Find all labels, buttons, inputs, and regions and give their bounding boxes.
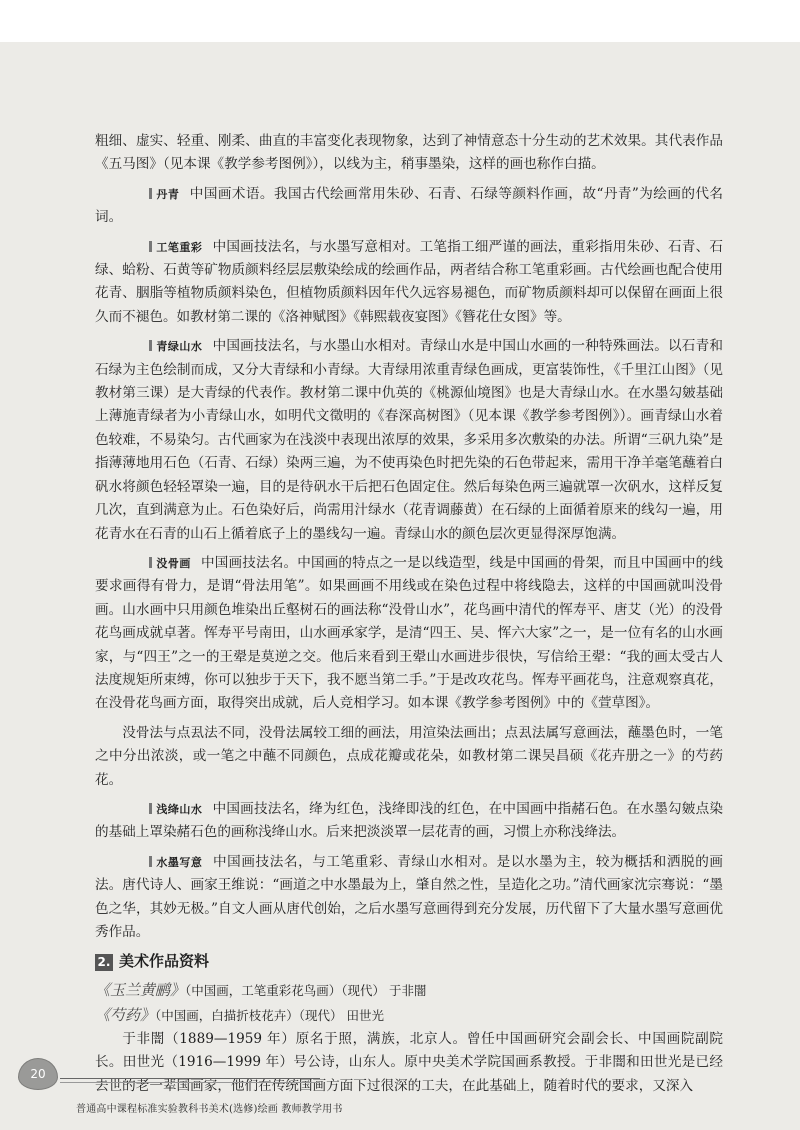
entry-text: 中国画技法名，与工笔重彩、青绿山水相对。是以水墨为主，较为概括和洒脱的画法。唐代诗人、画家王维说：“画道之中水墨最为上，肇自然之性，呈造化之功。”清代画家沈宗骞说：“墨色之华，其妙无极。”自文人画从唐代创始，之后水墨写意画得到充分发展，历代留下了大量水墨写意画优秀作品。 bbox=[95, 853, 723, 940]
entry-qianjiang bbox=[95, 798, 723, 845]
entry-text: 中国画技法名，与水墨山水相对。青绿山水是中国山水画的一种特殊画法。以石青和石绿为主色绘制而成，又分大青绿和小青绿。大青绿用浓重青绿色画成，更富装饰性，《千里江山图》（见教材第三课）是大青绿的代表作。教材第二课中仇英的《桃源仙境图》也是大青绿山水。在水墨勾皴基础上薄施青绿者为小青绿山水，如明代文徵明的《春深高树图》（见本课《教学参考图例》）。画青绿山水着色较难，不易染匀。古代画家为在浅淡中表现出浓厚的效果，多采用多次敷染的办法。所谓“三矾九染”是指薄薄地用石色（石青、石绿）染两三遍，为不使再染色时把先染的石色带起来，需用干净羊毫笔蘸着白矾水将颜色轻轻罩染一遍，目的是待矾水干后把石色固定住。然后每染色两三遍就罩一次矾水，这样反复几次，直到满意为止。石色染好后，尚需用汁绿水（花青调藤黄）在石绿的上面循着原来的线勾一遍，用花青水在石青的山石上循着底子上的墨线勾一遍。青绿山水的颜色层次更显得深厚饱满。 bbox=[95, 338, 723, 542]
page-footer bbox=[0, 1044, 800, 1130]
term-label: 工笔重彩 bbox=[122, 236, 202, 259]
artwork-desc: （中国画，白描折枝花卉）（现代） 田世光 bbox=[155, 1007, 384, 1023]
entry-text: 中国画技法名，与水墨写意相对。工笔指工细严谨的画法，重彩指用朱砂、石青、石绿、蛤粉、石黄等矿物质颜料经层层敷染绘成的绘画作品，两者结合称工笔重彩画。古代绘画也配合使用花青、胭脂等植物质颜料染色，但植物质颜料因年代久远容易褪色，而矿物质颜料却可以保留在画面上很久而不褪色。如教材第二课的《洛神赋图》《韩熙载夜宴图》《簪花仕女图》等。 bbox=[95, 238, 723, 325]
section-number: 2. bbox=[95, 954, 113, 971]
entry-mogu bbox=[95, 552, 723, 716]
entry-text: 中国画术语。我国古代绘画常用朱砂、石青、石绿等颜料作画，故“丹青”为绘画的代名词。 bbox=[95, 185, 723, 226]
section-heading bbox=[95, 950, 723, 973]
entry-text: 中国画技法名。中国画的特点之一是以线造型，线是中国画的骨架，而且中国画中的线要求画得有骨力，是谓“骨法用笔”。如果画画不用线或在染色过程中将线隐去，这样的中国画就叫没骨画。山水画中只用颜色堆染出丘壑树石的画法称“没骨山水”，花鸟画中清代的恽寿平、唐艾（光）的没骨花鸟画成就卓著。恽寿平号南田，山水画承家学，是清“四王、吴、恽六大家”之一，是一位有名的山水画家，与“四王”之一的王翚是莫逆之交。他后来看到王翚山水画进步很快，写信给王翚：“我的画太受古人法度规矩所束缚，你可以独步于天下，我不愿当第二手。”于是改攻花鸟。恽寿平画花鸟，注意观察真花，在没骨花鸟画方面，取得突出成就，后人竞相学习。如本课《教学参考图例》中的《萱草图》。 bbox=[95, 554, 723, 712]
page-number-badge: 20 bbox=[18, 1058, 58, 1090]
term-label: 没骨画 bbox=[122, 552, 191, 575]
artwork-desc: （中国画，工笔重彩花鸟画）（现代） 于非闇 bbox=[185, 982, 427, 998]
artwork-entry bbox=[95, 978, 723, 1003]
entry-danqing bbox=[95, 183, 723, 230]
paragraph-mogu-dianzhu: 没骨法与点厾法不同，没骨法属较工细的画法，用渲染法画出；点厾法属写意画法，蘸墨色时，一笔之中分出浓淡，或一笔之中蘸不同颜色，点成花瓣或花朵，如教材第二课吴昌硕《花卉册之一》的芍药花。 bbox=[95, 724, 723, 788]
footer-book-title: 普通高中课程标准实验教科书美术(选修)绘画 教师教学用书 bbox=[76, 1104, 343, 1115]
entry-shuimo bbox=[95, 851, 723, 945]
term-label: 水墨写意 bbox=[122, 851, 202, 874]
artwork-title: 《芍药》 bbox=[95, 1005, 156, 1024]
entry-qinglv bbox=[95, 335, 723, 546]
paragraph-baimiao: 粗细、虚实、轻重、刚柔、曲直的丰富变化表现物象，达到了神情意态十分生动的艺术效果。其代表作品《五马图》（见本课《教学参考图例》），以线为主，稍事墨染，这样的画也称作白描。 bbox=[95, 133, 723, 173]
term-label: 青绿山水 bbox=[122, 335, 202, 358]
footer-divider bbox=[60, 1078, 320, 1079]
book-page bbox=[0, 42, 800, 1130]
term-label: 浅绛山水 bbox=[122, 798, 202, 821]
paragraph-biography: 于非闇（1889—1959 年）原名于照，满族，北京人。曾任中国画研究会副会长、中国画院副院长。田世光（1916—1999 年）号公诗，山东人。原中央美术学院国画系教授。于非闇和田世光是已经去世的老一辈国画家，他们在传统国画方面下过很深的工夫，在此基础上，随着时代的要求，又深入 bbox=[95, 1030, 723, 1094]
artwork-entry bbox=[95, 1003, 723, 1028]
footer-divider bbox=[60, 1082, 320, 1083]
entry-text: 中国画技法名，绛为红色，浅绛即浅的红色，在中国画中指赭石色。在水墨勾皴点染的基础上罩染赭石色的画称浅绛山水。后来把淡淡罩一层花青的画，习惯上亦称浅绛法。 bbox=[95, 800, 723, 841]
artwork-title: 《玉兰黄鹂》 bbox=[95, 980, 186, 999]
term-label: 丹青 bbox=[122, 183, 179, 206]
section-title: 美术作品资料 bbox=[119, 952, 210, 971]
page-body bbox=[95, 130, 723, 1098]
entry-gongbi bbox=[95, 236, 723, 330]
